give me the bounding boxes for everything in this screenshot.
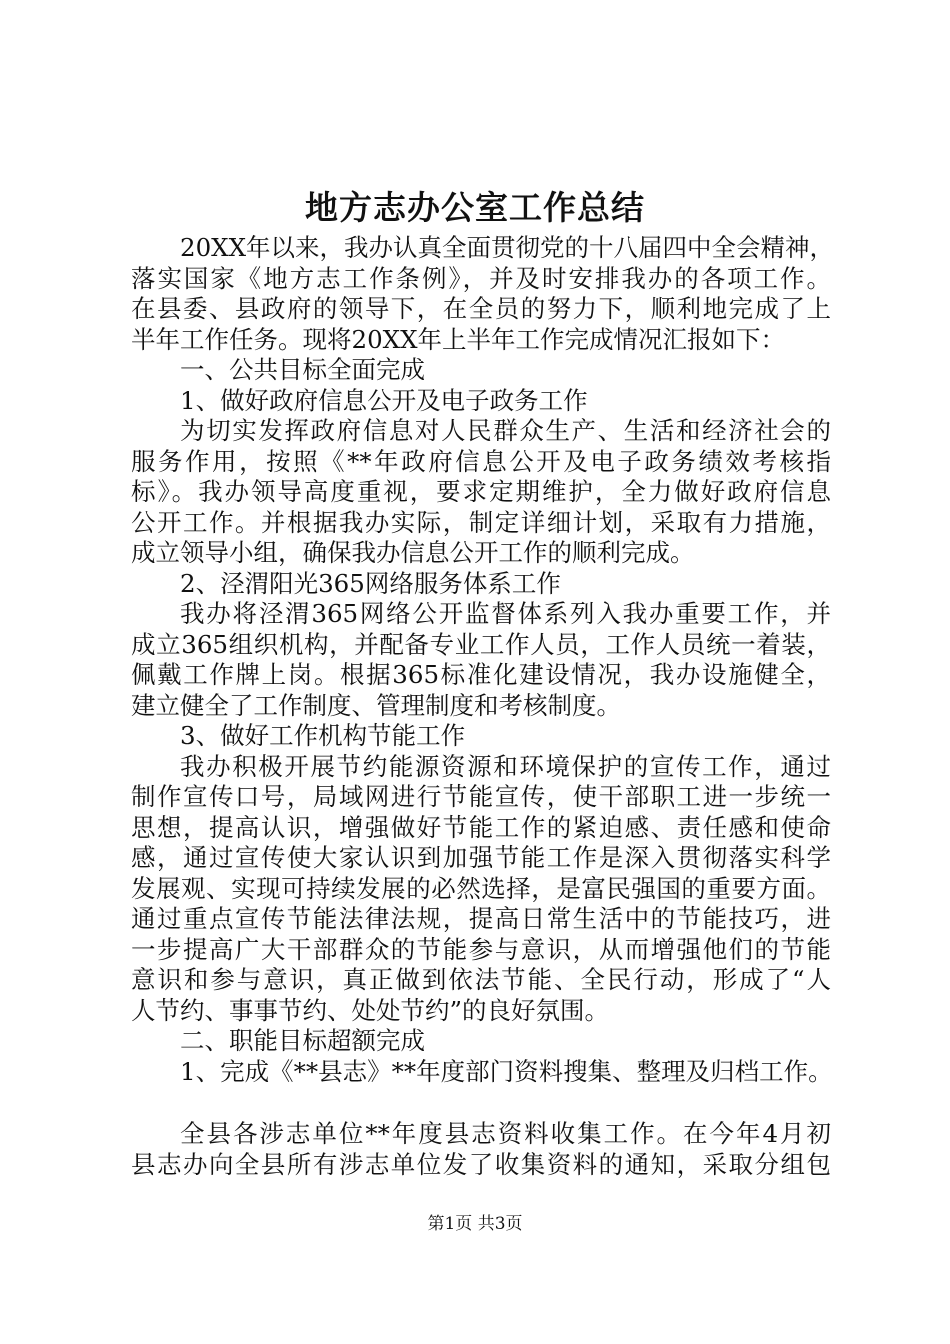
document-body [131,233,835,1180]
section-heading: 一、公共目标全面完成 [180,355,425,384]
paragraph-line: 制作宣传口号，局域网进行节能宣传，使干部职工进一步统一 [131,782,831,811]
paragraph-line: 感，通过宣传使大家认识到加强节能工作是深入贯彻落实科学 [131,843,831,872]
paragraph-line: 思想，提高认识，增强做好节能工作的紧迫感、责任感和使命 [131,812,831,842]
paragraph-line: 意识和参与意识，真正做到依法节能、全民行动，形成了“人 [131,965,831,994]
subsection-heading: 1、完成《**县志》**年度部门资料搜集、整理及归档工作。 [180,1056,833,1086]
paragraph-line: 通过重点宣传节能法律法规，提高日常生活中的节能技巧，进 [131,904,831,933]
paragraph-line: 为切实发挥政府信息对人民群众生产、生活和经济社会的 [180,416,831,445]
paragraph-gap [131,1087,831,1119]
section-heading: 二、职能目标超额完成 [180,1026,425,1055]
paragraph-line: 发展观、实现可持续发展的必然选择，是富民强国的重要方面。 [131,873,831,903]
page-footer: 第1页 共3页 [427,1214,523,1234]
paragraph-line: 成立领导小组，确保我办信息公开工作的顺利完成。 [131,538,695,567]
paragraph-line: 20XX年以来，我办认真全面贯彻党的十八届四中全会精神， [180,233,835,262]
paragraph-line: 公开工作。并根据我办实际，制定详细计划，采取有力措施， [131,507,831,537]
subsection-heading: 3、做好工作机构节能工作 [180,721,466,750]
paragraph-line: 县志办向全县所有涉志单位发了收集资料的通知，采取分组包 [131,1149,831,1179]
paragraph-line: 成立365组织机构，并配备专业工作人员，工作人员统一着装， [131,629,831,659]
subsection-heading: 1、做好政府信息公开及电子政务工作 [180,385,588,415]
paragraph-line: 人节约、事事节约、处处节约”的良好氛围。 [131,995,610,1025]
paragraph-line: 全县各涉志单位**年度县志资料收集工作。在今年4月初 [180,1119,831,1148]
paragraph-line: 我办将泾渭365网络公开监督体系列入我办重要工作，并 [180,599,831,628]
paragraph-line: 佩戴工作牌上岗。根据365标准化建设情况，我办设施健全， [131,660,831,689]
paragraph-line: 标》。我办领导高度重视，要求定期维护，全力做好政府信息 [131,477,831,506]
paragraph-line: 一步提高广大干部群众的节能参与意识，从而增强他们的节能 [131,934,831,964]
paragraph-line: 建立健全了工作制度、管理制度和考核制度。 [131,690,621,720]
paragraph-line: 服务作用，按照《**年政府信息公开及电子政务绩效考核指 [131,446,831,476]
paragraph-line: 我办积极开展节约能源资源和环境保护的宣传工作，通过 [180,751,831,781]
paragraph-line: 落实国家《地方志工作条例》，并及时安排我办的各项工作。 [131,263,831,293]
document-title: 地方志办公室工作总结 [305,188,645,227]
paragraph-line: 在县委、县政府的领导下，在全员的努力下，顺利地完成了上 [131,294,831,323]
subsection-heading: 2、泾渭阳光365网络服务体系工作 [180,568,561,598]
paragraph-line: 半年工作任务。现将20XX年上半年工作完成情况汇报如下： [131,324,786,354]
